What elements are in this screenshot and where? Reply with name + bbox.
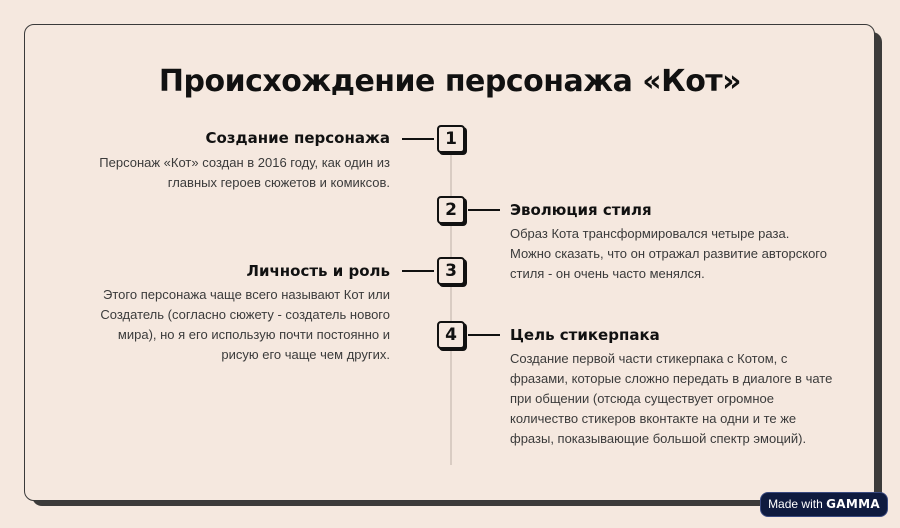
step-4-number: 4 xyxy=(437,321,465,349)
made-with-gamma-badge[interactable] xyxy=(760,492,888,517)
badge-prefix: Made with xyxy=(768,497,823,511)
step-4-connector xyxy=(468,334,500,336)
step-3-description: Этого персонажа чаще всего называют Кот или Создатель (согласно сюжету - создатель нового мира), но я его использую почти постоянно и рисую его чаще чем других. xyxy=(100,287,390,362)
step-3-heading: Личность и роль xyxy=(246,262,390,280)
step-3-connector xyxy=(402,270,434,272)
step-2-heading: Эволюция стиля xyxy=(510,201,652,219)
gamma-logo: GAMMA xyxy=(826,497,880,511)
step-1-description: Персонаж «Кот» создан в 2016 году, как один из главных героев сюжетов и комиксов. xyxy=(99,155,390,190)
step-4-description: Создание первой части стикерпака с Котом, с фразами, которые сложно передать в диалоге в чате при общении (отсюда существует огромное количество стикеров вконтакте на одни и те же фразы, показывающие большой спектр эмоций). xyxy=(510,351,833,446)
step-3-number: 3 xyxy=(437,257,465,285)
step-2-connector xyxy=(468,209,500,211)
step-4-heading: Цель стикерпака xyxy=(510,326,660,344)
step-2-description: Образ Кота трансформировался четыре раза. Можно сказать, что он отражал развитие авторского стиля - он очень часто менялся. xyxy=(510,226,827,281)
step-2-number: 2 xyxy=(437,196,465,224)
step-1-heading: Создание персонажа xyxy=(205,129,390,147)
step-1-number: 1 xyxy=(437,125,465,153)
step-1-connector xyxy=(402,138,434,140)
page-title: Происхождение персонажа «Кот» xyxy=(158,64,742,99)
